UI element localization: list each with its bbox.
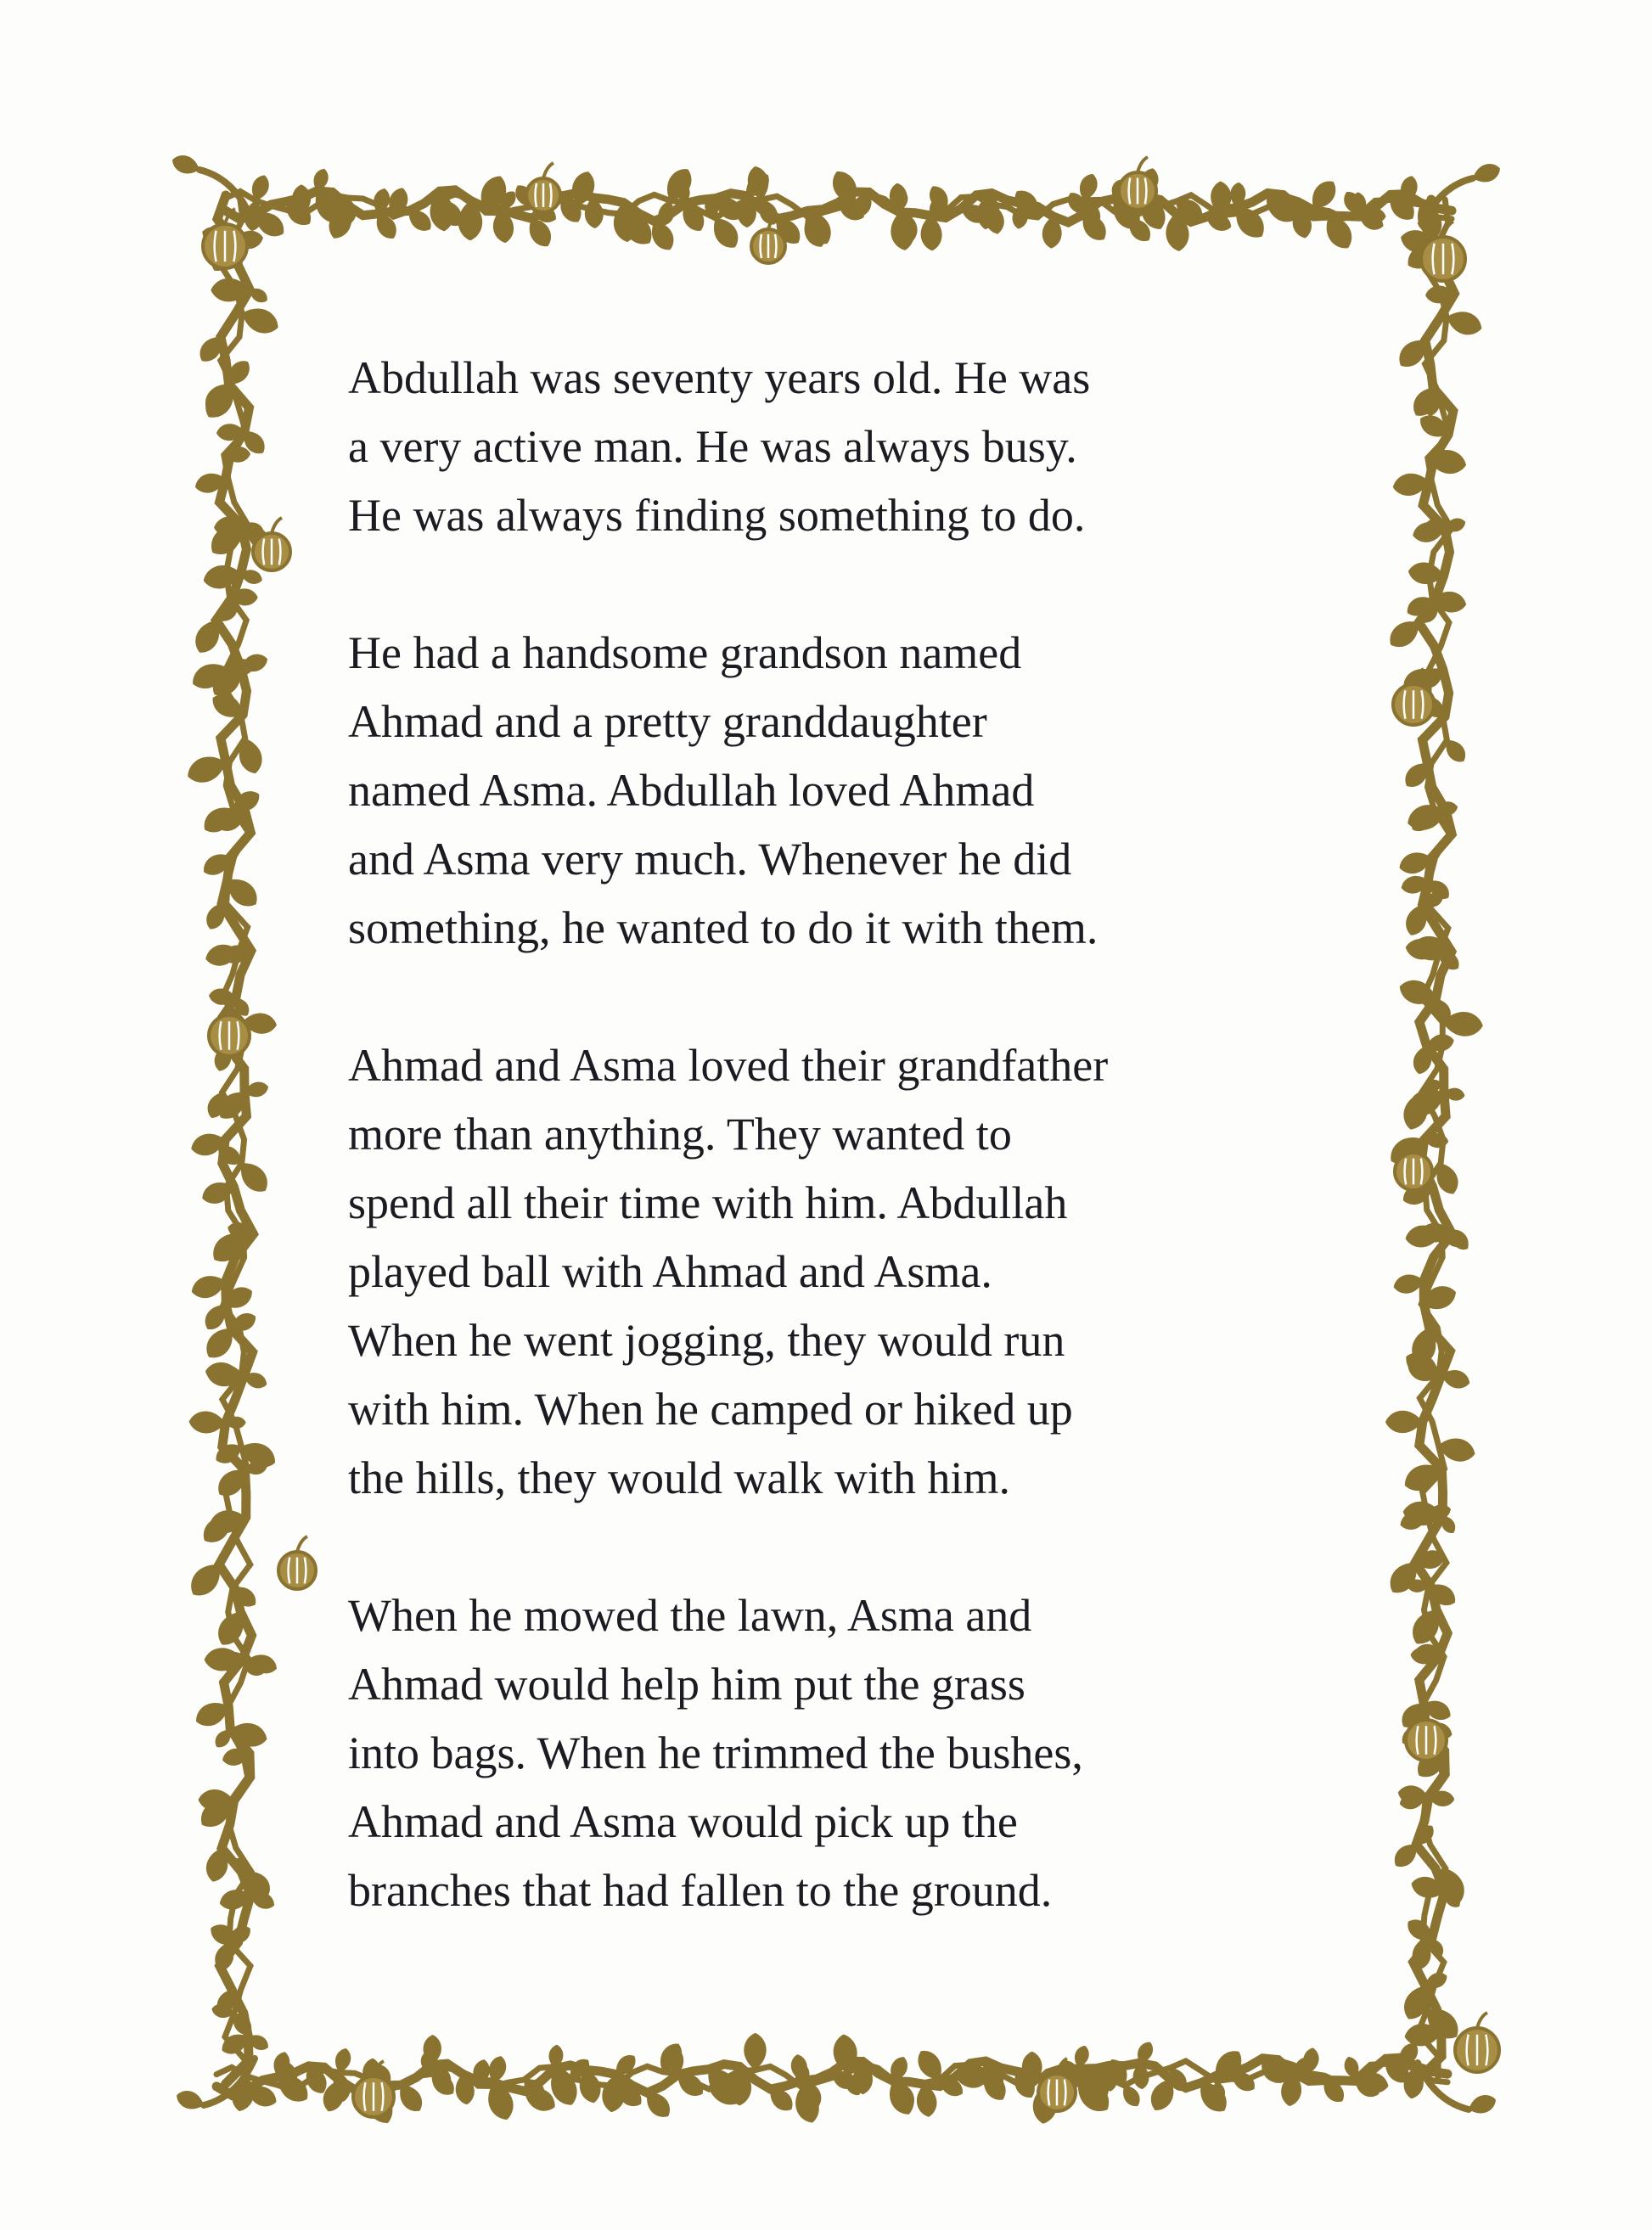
paragraph-2	[348, 619, 1282, 963]
text-line: with him. When he camped or hiked up	[348, 1384, 1073, 1435]
text-line: He was always finding something to do.	[348, 490, 1086, 541]
leaf-icon	[170, 152, 203, 178]
leaf-icon	[174, 2087, 207, 2114]
text-line: more than anything. They wanted to	[348, 1109, 1012, 1160]
text-line: a very active man. He was always busy.	[348, 421, 1077, 472]
apple-icon	[1119, 157, 1156, 210]
text-line: When he mowed the lawn, Asma and	[348, 1590, 1032, 1641]
text-line: Abdullah was seventy years old. He was	[348, 352, 1091, 403]
text-line: Ahmad and a pretty granddaughter	[348, 696, 987, 747]
paragraph-1	[348, 344, 1282, 550]
apple-icon	[1455, 2013, 1499, 2072]
paragraph-4	[348, 1581, 1282, 1925]
leaf-icon	[234, 735, 266, 777]
story-text	[348, 344, 1282, 1925]
text-line: Ahmad and Asma would pick up the	[348, 1796, 1018, 1847]
text-line: Ahmad would help him put the grass	[348, 1659, 1025, 1710]
leaf-icon	[1469, 160, 1503, 187]
text-line: Ahmad and Asma loved their grandfather	[348, 1040, 1109, 1091]
paragraph-3	[348, 1031, 1282, 1513]
apple-icon	[278, 1536, 316, 1589]
text-line: named Asma. Abdullah loved Ahmad	[348, 765, 1035, 816]
leaf-icon	[744, 2033, 767, 2070]
text-line: played ball with Ahmad and Asma.	[348, 1246, 992, 1297]
text-line: the hills, they would walk with him.	[348, 1452, 1010, 1503]
text-line: He had a handsome grandson named	[348, 627, 1022, 678]
text-line: and Asma very much. Whenever he did	[348, 834, 1072, 885]
text-line: something, he wanted to do it with them.	[348, 902, 1099, 953]
leaf-icon	[1443, 306, 1485, 339]
text-line: branches that had fallen to the ground.	[348, 1865, 1053, 1916]
text-line: into bags. When he trimmed the bushes,	[348, 1727, 1083, 1778]
text-line: When he went jogging, they would run	[348, 1315, 1065, 1366]
leaf-icon	[1465, 2092, 1498, 2118]
apple-icon	[526, 163, 560, 212]
text-line: spend all their time with him. Abdullah	[348, 1177, 1068, 1228]
